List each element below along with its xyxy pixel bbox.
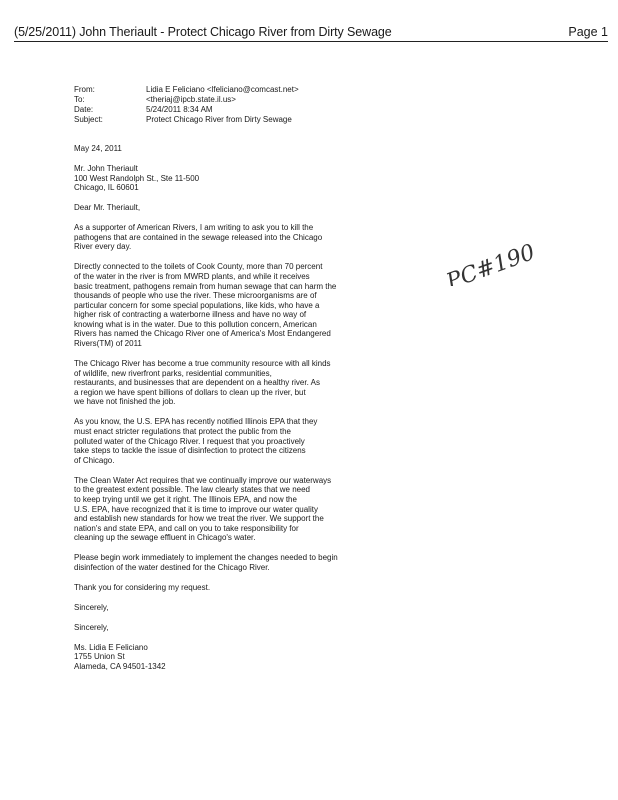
paragraph-line: take steps to tackle the issue of disinfection to protect the citizens: [74, 446, 306, 456]
meta-row-date: [74, 105, 299, 115]
handwritten-annotation: [434, 220, 554, 286]
handwritten-annotation-graphic: [434, 220, 554, 286]
paragraph-line: Thank you for considering my request.: [74, 582, 211, 592]
paragraph-line: basic treatment, pathogens remain from human sewage that can harm the: [74, 281, 337, 291]
paragraph-line: Rivers has named the Chicago River one of America's Most Endangered: [74, 329, 331, 339]
paragraph-line: to keep trying until we get it right. The Illinois EPA, and now the: [74, 494, 297, 504]
signature-line: Ms. Lidia E Feliciano: [74, 642, 148, 652]
address-line: Mr. John Theriault: [74, 163, 138, 173]
signature-line: 1755 Union St: [74, 652, 125, 662]
paragraph-line: disinfection of the water destined for the Chicago River.: [74, 562, 270, 572]
meta-row-to: [74, 95, 299, 105]
letter-paragraphs: [74, 223, 474, 643]
meta-label: Subject:: [74, 115, 103, 124]
meta-row-subject: [74, 115, 299, 125]
paragraph-line: we have not finished the job.: [74, 397, 176, 407]
paragraph-line: higher risk of contracting a waterborne illness and have no way of: [74, 310, 307, 320]
address-line: 100 West Randolph St., Ste 11-500: [74, 173, 200, 183]
signature-line: Alameda, CA 94501-1342: [74, 662, 166, 672]
paragraph-line: must enact stricter regulations that protect the public from the: [74, 427, 291, 436]
meta-value: 5/24/2011 8:34 AM: [146, 105, 213, 114]
paragraph-line: pathogens that are contained in the sewage released into the Chicago: [74, 232, 323, 242]
paragraph-line: particular concern for some special populations, like kids, who have a: [74, 300, 320, 310]
paragraph-line: nation's and state EPA, and call on you to take responsibility for: [74, 523, 299, 533]
meta-label: To:: [74, 95, 85, 104]
page-header: [14, 25, 608, 42]
paragraph-line: U.S. EPA, have recognized that it is time to improve our water quality: [74, 504, 318, 514]
paragraph-line: The Chicago River has become a true community resource with all kinds: [74, 359, 331, 369]
meta-row-from: [74, 85, 299, 95]
paragraph-line: a region we have spent billions of dollars to clean up the river, but: [74, 387, 306, 397]
paragraph-line: As a supporter of American Rivers, I am writing to ask you to kill the: [74, 223, 314, 233]
paragraph-line: Sincerely,: [74, 602, 109, 612]
paragraph-line: of Chicago.: [74, 455, 115, 465]
paragraph-line: of wildlife, new riverfront parks, residential communities,: [74, 368, 272, 378]
meta-value: <theriaj@ipcb.state.il.us>: [146, 95, 236, 104]
letter-body: [74, 144, 474, 672]
paragraph-line: Sincerely,: [74, 622, 109, 632]
paragraph-line: Directly connected to the toilets of Cook County, more than 70 percent: [74, 262, 323, 272]
annotation-text: PC#190: [443, 239, 539, 286]
paragraph-line: of the water in the river is from MWRD plants, and while it receives: [74, 271, 310, 281]
paragraph-line: knowing what is in the water. Due to this pollution concern, American: [74, 319, 317, 329]
paragraph-line: thousands of people who use the river. These microorganisms are of: [74, 291, 317, 301]
meta-value: Lidia E Feliciano <lfeliciano@comcast.net>: [146, 85, 299, 94]
address-line: Chicago, IL 60601: [74, 183, 139, 193]
email-metadata: [74, 85, 299, 125]
paragraph-line: restaurants, and businesses that are dependent on a healthy river. As: [74, 378, 320, 388]
paragraph-line: and establish new standards for how we treat the river. We support the: [74, 514, 324, 524]
paragraph-line: The Clean Water Act requires that we continually improve our waterways: [74, 475, 332, 485]
letter-date: May 24, 2011: [74, 144, 122, 153]
paragraph-line: to the greatest extent possible. The law clearly states that we need: [74, 485, 310, 495]
paragraph-line: River every day.: [74, 242, 132, 252]
paragraph-line: As you know, the U.S. EPA has recently notified Illinois EPA that they: [74, 417, 318, 427]
salutation: Dear Mr. Theriault,: [74, 203, 141, 213]
meta-label: From:: [74, 85, 95, 94]
paragraph-line: Rivers(TM) of 2011: [74, 339, 142, 349]
paragraph-line: Please begin work immediately to implement the changes needed to begin: [74, 553, 338, 563]
meta-label: Date:: [74, 105, 94, 114]
page-number: Page 1: [568, 25, 608, 39]
paragraph-line: polluted water of the Chicago River. I request that you proactively: [74, 436, 305, 446]
paragraph-line: cleaning up the sewage effluent in Chicago's water.: [74, 533, 256, 543]
meta-value: Protect Chicago River from Dirty Sewage: [146, 115, 292, 124]
header-title: (5/25/2011) John Theriault - Protect Chicago River from Dirty Sewage: [14, 25, 392, 39]
